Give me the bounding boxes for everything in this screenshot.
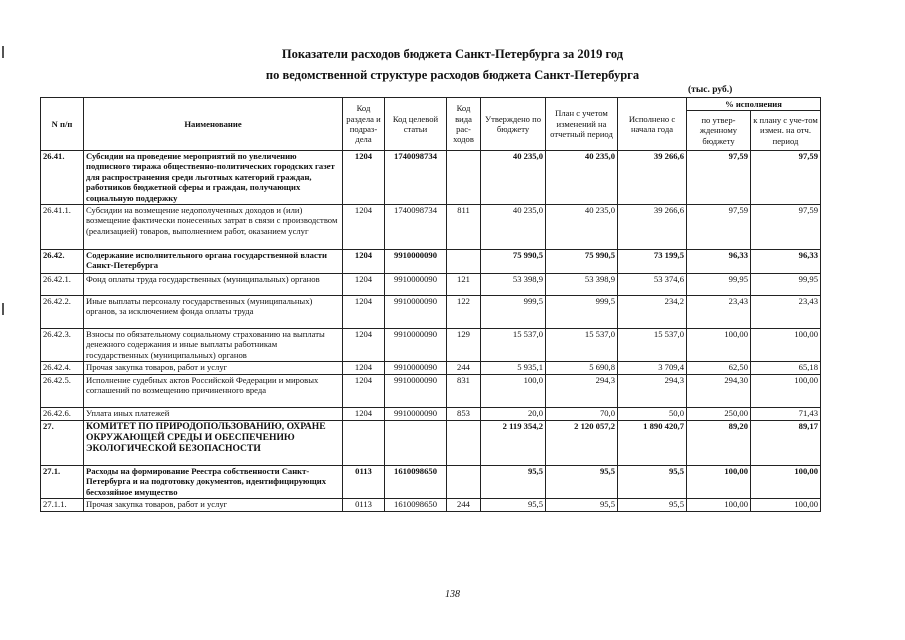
table-row	[41, 250, 821, 274]
row-plan: 70,0	[546, 408, 618, 421]
table-row	[41, 274, 821, 296]
row-name: Исполнение судебных актов Российской Федерации и мировых соглашений по возмещению причиненного вреда	[84, 375, 343, 408]
row-executed: 39 266,6	[618, 151, 687, 205]
row-pct-budget: 23,43	[687, 296, 751, 329]
row-name: КОМИТЕТ ПО ПРИРОДОПОЛЬЗОВАНИЮ, ОХРАНЕ ОКРУЖАЮЩЕЙ СРЕДЫ И ОБЕСПЕЧЕНИЮ ЭКОЛОГИЧЕСКОЙ БЕЗОПАСНОСТИ	[84, 421, 343, 466]
title-line-1: Показатели расходов бюджета Санкт-Петербурга за 2019 год	[281, 47, 624, 61]
row-pct-budget: 62,50	[687, 362, 751, 375]
table-row	[41, 466, 821, 499]
row-approved: 5 935,1	[481, 362, 546, 375]
row-pct-budget: 294,30	[687, 375, 751, 408]
table-row	[41, 205, 821, 250]
row-plan: 40 235,0	[546, 151, 618, 205]
row-type-code	[447, 466, 481, 499]
header-num: N п/п	[41, 98, 84, 151]
header-executed: Исполнено с начала года	[618, 98, 687, 151]
row-num: 26.42.2.	[41, 296, 84, 329]
row-plan: 95,5	[546, 466, 618, 499]
row-pct-budget: 96,33	[687, 250, 751, 274]
row-executed: 73 199,5	[618, 250, 687, 274]
header-type-code: Код вида рас-ходов	[447, 98, 481, 151]
row-type-code	[447, 250, 481, 274]
row-section-code: 0113	[343, 466, 385, 499]
table-row	[41, 375, 821, 408]
row-target-code: 1740098734	[385, 151, 447, 205]
row-plan: 53 398,9	[546, 274, 618, 296]
row-executed: 15 537,0	[618, 329, 687, 362]
table-row	[41, 296, 821, 329]
row-section-code: 0113	[343, 499, 385, 512]
row-pct-budget: 100,00	[687, 499, 751, 512]
row-pct-budget: 250,00	[687, 408, 751, 421]
row-pct-plan: 23,43	[751, 296, 821, 329]
row-num: 27.1.	[41, 466, 84, 499]
row-approved: 40 235,0	[481, 151, 546, 205]
row-executed: 3 709,4	[618, 362, 687, 375]
row-section-code	[343, 421, 385, 466]
row-pct-plan: 65,18	[751, 362, 821, 375]
row-pct-budget: 100,00	[687, 329, 751, 362]
row-approved: 100,0	[481, 375, 546, 408]
row-target-code: 1610098650	[385, 466, 447, 499]
row-pct-plan: 89,17	[751, 421, 821, 466]
row-name: Содержание исполнительного органа государственной власти Санкт-Петербурга	[84, 250, 343, 274]
row-pct-plan: 97,59	[751, 205, 821, 250]
row-plan: 5 690,8	[546, 362, 618, 375]
row-section-code: 1204	[343, 274, 385, 296]
row-pct-budget: 97,59	[687, 151, 751, 205]
row-target-code: 9910000090	[385, 296, 447, 329]
row-target-code: 9910000090	[385, 274, 447, 296]
row-num: 26.41.1.	[41, 205, 84, 250]
header-name: Наименование	[84, 98, 343, 151]
row-approved: 53 398,9	[481, 274, 546, 296]
row-plan: 294,3	[546, 375, 618, 408]
row-approved: 20,0	[481, 408, 546, 421]
row-section-code: 1204	[343, 296, 385, 329]
row-plan: 999,5	[546, 296, 618, 329]
row-executed: 39 266,6	[618, 205, 687, 250]
document-title	[0, 44, 905, 86]
row-pct-plan: 100,00	[751, 329, 821, 362]
row-target-code	[385, 421, 447, 466]
row-num: 26.42.3.	[41, 329, 84, 362]
header-approved: Утверждено по бюджету	[481, 98, 546, 151]
row-target-code: 9910000090	[385, 408, 447, 421]
header-pct-budget: по утвер-жденному бюджету	[687, 111, 751, 151]
row-target-code: 9910000090	[385, 362, 447, 375]
row-type-code	[447, 421, 481, 466]
row-name: Взносы по обязательному социальному страхованию на выплаты денежного содержания и иные выплаты работникам государственных (муниципальных) органов	[84, 329, 343, 362]
header-pct-plan: к плану с уче-том измен. на отч. период	[751, 111, 821, 151]
table-row	[41, 421, 821, 466]
row-executed: 95,5	[618, 499, 687, 512]
row-name: Иные выплаты персоналу государственных (муниципальных) органов, за исключением фонда оплаты труда	[84, 296, 343, 329]
header-pct-group: % исполнения	[687, 98, 821, 111]
row-plan: 40 235,0	[546, 205, 618, 250]
row-target-code: 9910000090	[385, 329, 447, 362]
header-section-code: Код раздела и подраз-дела	[343, 98, 385, 151]
row-approved: 999,5	[481, 296, 546, 329]
row-section-code: 1204	[343, 205, 385, 250]
row-executed: 53 374,6	[618, 274, 687, 296]
row-type-code	[447, 151, 481, 205]
row-num: 26.42.5.	[41, 375, 84, 408]
row-section-code: 1204	[343, 408, 385, 421]
row-pct-plan: 100,00	[751, 466, 821, 499]
page-number: 138	[445, 589, 460, 600]
row-target-code: 1610098650	[385, 499, 447, 512]
row-name: Прочая закупка товаров, работ и услуг	[84, 362, 343, 375]
row-name: Субсидии на проведение мероприятий по увеличению подписного тиража общественно-политических городских газет для распространения среди льготных категорий граждан, работников бюджетной сферы и граждан, получающих социальную поддержку	[84, 151, 343, 205]
row-type-code: 811	[447, 205, 481, 250]
row-pct-plan: 99,95	[751, 274, 821, 296]
row-section-code: 1204	[343, 375, 385, 408]
row-section-code: 1204	[343, 362, 385, 375]
row-approved: 15 537,0	[481, 329, 546, 362]
row-section-code: 1204	[343, 250, 385, 274]
row-type-code: 122	[447, 296, 481, 329]
row-pct-budget: 89,20	[687, 421, 751, 466]
row-type-code: 244	[447, 499, 481, 512]
table-row	[41, 329, 821, 362]
row-pct-plan: 97,59	[751, 151, 821, 205]
row-pct-budget: 99,95	[687, 274, 751, 296]
row-num: 26.42.6.	[41, 408, 84, 421]
row-approved: 40 235,0	[481, 205, 546, 250]
row-target-code: 9910000090	[385, 375, 447, 408]
row-plan: 95,5	[546, 499, 618, 512]
row-name: Прочая закупка товаров, работ и услуг	[84, 499, 343, 512]
table-row	[41, 499, 821, 512]
row-pct-budget: 97,59	[687, 205, 751, 250]
row-type-code: 129	[447, 329, 481, 362]
row-target-code: 1740098734	[385, 205, 447, 250]
row-num: 26.42.1.	[41, 274, 84, 296]
row-pct-plan: 100,00	[751, 499, 821, 512]
units-label: (тыс. руб.)	[688, 85, 733, 95]
table-row	[41, 151, 821, 205]
row-executed: 1 890 420,7	[618, 421, 687, 466]
header-target-code: Код целевой статьи	[385, 98, 447, 151]
row-approved: 75 990,5	[481, 250, 546, 274]
row-executed: 234,2	[618, 296, 687, 329]
table-row	[41, 408, 821, 421]
row-num: 27.1.1.	[41, 499, 84, 512]
row-executed: 294,3	[618, 375, 687, 408]
row-num: 26.42.	[41, 250, 84, 274]
row-pct-plan: 96,33	[751, 250, 821, 274]
row-executed: 50,0	[618, 408, 687, 421]
row-section-code: 1204	[343, 329, 385, 362]
row-type-code: 121	[447, 274, 481, 296]
row-executed: 95,5	[618, 466, 687, 499]
row-approved: 95,5	[481, 499, 546, 512]
row-plan: 2 120 057,2	[546, 421, 618, 466]
row-plan: 75 990,5	[546, 250, 618, 274]
row-num: 26.42.4.	[41, 362, 84, 375]
row-name: Расходы на формирование Реестра собственности Санкт-Петербурга и на подготовку документов, идентифицирующих бесхозяйное имущество	[84, 466, 343, 499]
row-section-code: 1204	[343, 151, 385, 205]
row-target-code: 9910000090	[385, 250, 447, 274]
title-line-2: по ведомственной структуре расходов бюджета Санкт-Петербурга	[265, 68, 640, 82]
row-approved: 2 119 354,2	[481, 421, 546, 466]
row-approved: 95,5	[481, 466, 546, 499]
row-type-code: 244	[447, 362, 481, 375]
row-name: Субсидии на возмещение недополученных доходов и (или) возмещение фактически понесенных затрат в связи с производством (реализацией) товаров, выполнением работ, оказанием услуг	[84, 205, 343, 250]
row-type-code: 853	[447, 408, 481, 421]
row-type-code: 831	[447, 375, 481, 408]
row-pct-plan: 71,43	[751, 408, 821, 421]
row-name: Уплата иных платежей	[84, 408, 343, 421]
row-pct-plan: 100,00	[751, 375, 821, 408]
row-num: 26.41.	[41, 151, 84, 205]
row-num: 27.	[41, 421, 84, 466]
budget-table	[40, 97, 821, 512]
row-pct-budget: 100,00	[687, 466, 751, 499]
row-name: Фонд оплаты труда государственных (муниципальных) органов	[84, 274, 343, 296]
header-plan: План с учетом изменений на отчетный период	[546, 98, 618, 151]
scan-edge-mark	[2, 303, 4, 315]
table-row	[41, 362, 821, 375]
row-plan: 15 537,0	[546, 329, 618, 362]
